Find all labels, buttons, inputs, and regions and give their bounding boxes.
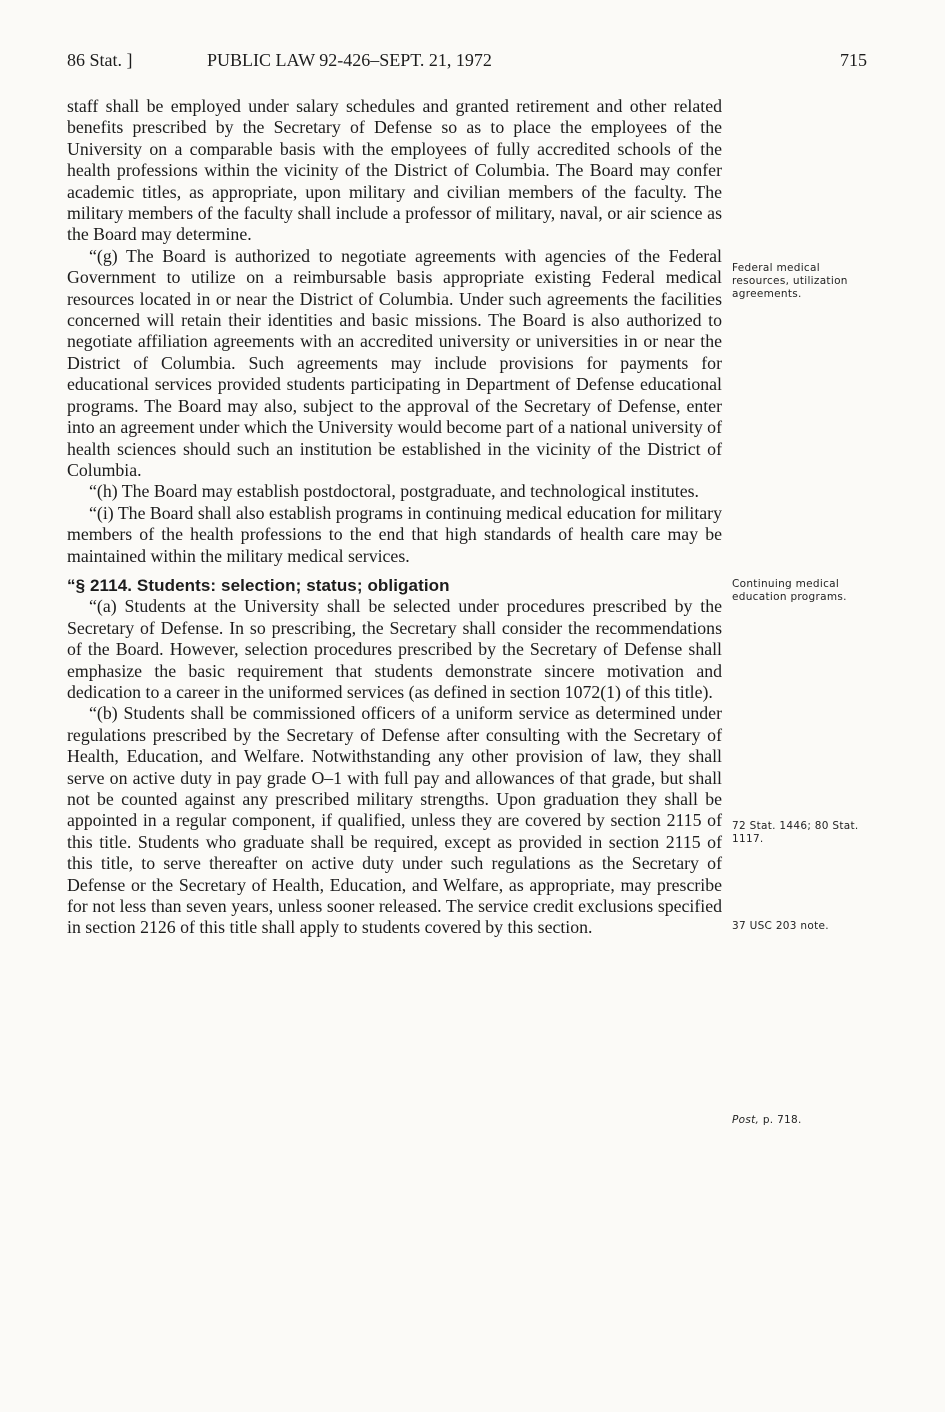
page-number: 715 bbox=[840, 50, 867, 70]
public-law-title: PUBLIC LAW 92-426–SEPT. 21, 1972 bbox=[207, 50, 492, 70]
margin-note-usc-reference: 37 USC 203 note. bbox=[732, 920, 829, 932]
margin-note-stat-references: 72 Stat. 1446; 80 Stat. 1117. bbox=[732, 820, 859, 845]
paragraph-b: “(b) Students shall be commissioned officers of a uniform service as determined under regulations prescribed by the Secretary of Defense after consulting with the Secretary of Health, Education, and Welfare. Notwithstanding any other provision of law, they shall serve on active duty in pay grade O–1 with full pay and allowances of that grade, but shall not be counted against any prescribed military strengths. Upon graduation they shall be appointed in a regular component, if qualified, unless they are covered by section 2115 of this title. Students who graduate shall be required, except as provided in section 2115 of this title, to serve thereafter on active duty under such regulations as the Secretary of Defense or the Secretary of Health, Education, and Welfare, as appropriate, may prescribe for not less than seven years, unless sooner released. The service credit exclusions specified in section 2126 of this title shall apply to students covered by this section. bbox=[67, 703, 722, 938]
main-text bbox=[67, 96, 722, 939]
paragraph-h: “(h) The Board may establish postdoctoral, postgraduate, and technological institutes. bbox=[89, 481, 700, 502]
statute-reference: 86 Stat. ] bbox=[67, 50, 133, 70]
margin-note-federal-medical: Federal medical resources, utilization agreements. bbox=[732, 262, 848, 300]
post-page: p. 718. bbox=[759, 1114, 802, 1126]
paragraph-i: “(i) The Board shall also establish programs in continuing medical education for military members of the health professions to the end that high standards of health care may be maintained within the military medical services. bbox=[67, 502, 722, 566]
section-heading: “§ 2114. Students: selection; status; obligation bbox=[67, 575, 450, 595]
paragraph-g: “(g) The Board is authorized to negotiate agreements with agencies of the Federal Government to utilize on a reimbursable basis appropriate existing Federal medical resources located in or near the District of Columbia. Under such agreements the facilities concerned will retain their identities and basic missions. The Board is also authorized to negotiate affiliation agreements with an accredited university or universities in or near the District of Columbia. Such agreements may include provisions for payments for educational services provided students participating in Department of Defense educational programs. The Board may also, subject to the approval of the Secretary of Defense, enter into an agreement under which the University would become part of a national university of health sciences should such an institution be established in the vicinity of the District of Columbia. bbox=[67, 245, 722, 480]
post-label: Post, bbox=[732, 1114, 760, 1126]
paragraph-a: “(a) Students at the University shall be selected under procedures prescribed by the Secretary of Defense. In so prescribing, the Secretary shall consider the recommendations of the Board. However, selection procedures prescribed by the Secretary of Defense shall emphasize the basic requirement that students demonstrate sincere motivation and dedication to a career in the uniformed services (as defined in section 1072(1) of this title). bbox=[67, 596, 722, 702]
running-header bbox=[67, 50, 867, 74]
paragraph-staff: staff shall be employed under salary schedules and granted retirement and other related benefits prescribed by the Secretary of Defense so as to place the employees of the University on a comparable basis with the employees of fully accredited schools of the health professions within the vicinity of the District of Columbia. The Board may confer academic titles, as appropriate, upon military and civilian members of the faculty. The military members of the faculty shall include a professor of military, naval, or air science as the Board may determine. bbox=[67, 96, 722, 245]
margin-note-post-reference bbox=[732, 1114, 872, 1127]
margin-note-continuing-education: Continuing medical education programs. bbox=[732, 578, 847, 603]
